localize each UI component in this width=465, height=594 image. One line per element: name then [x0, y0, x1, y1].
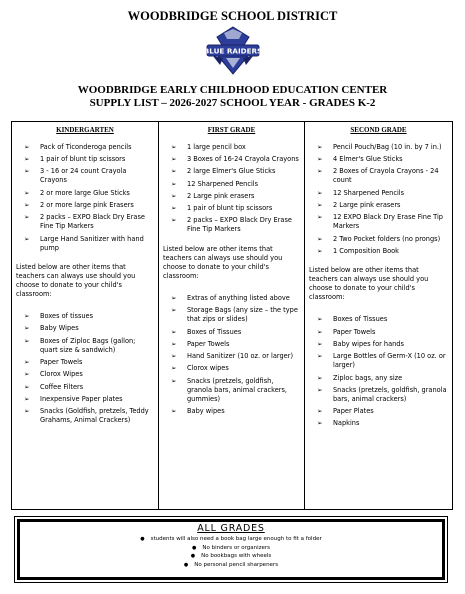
list-item: ➢ Baby wipes	[163, 407, 300, 416]
list-item: ➢ Baby wipes for hands	[309, 340, 448, 349]
list-item: ➢ 2 or more large pink Erasers	[16, 201, 154, 210]
second-grade-donation-list	[309, 315, 448, 428]
list-item: ➢ Boxes of Tissues	[163, 328, 300, 337]
all-grades-box	[14, 516, 448, 583]
all-grades-title: ALL GRADES	[197, 523, 265, 534]
list-item: ➢ 12 EXPO Black Dry Erase Fine Tip Markers	[309, 213, 448, 231]
list-item: ● No bookbags with wheels	[20, 553, 442, 559]
all-grades-list	[20, 536, 442, 568]
donation-note: Listed below are other items that teachers can always use should you choose to donate to your child's classroom:	[16, 262, 136, 298]
first-grade-supply-list	[163, 143, 300, 235]
list-item: ➢ Clorox Wipes	[16, 370, 154, 379]
blue-raiders-logo	[204, 25, 262, 77]
list-item: ➢ 4 Elmer's Glue Sticks	[309, 155, 448, 164]
logo-text: BLUE RAIDERS	[204, 46, 262, 56]
kindergarten-donation-list	[16, 312, 154, 425]
list-item: ➢ Coffee Filters	[16, 383, 154, 392]
list-item: ➢ 1 pair of blunt tip scissors	[16, 155, 154, 164]
first-grade-column	[158, 122, 304, 509]
list-item: ➢ Snacks (Goldfish, pretzels, Teddy Grahams, Animal Crackers)	[16, 407, 154, 425]
list-item: ➢ 2 packs – EXPO Black Dry Erase Fine Tip Markers	[163, 216, 300, 234]
list-item: ➢ 12 Sharpened Pencils	[163, 180, 300, 189]
kindergarten-supply-list	[16, 143, 154, 253]
kindergarten-heading: KINDERGARTEN	[56, 126, 114, 134]
list-item: ➢ 12 Sharpened Pencils	[309, 189, 448, 198]
list-item: ➢ 3 Boxes of 16-24 Crayola Crayons	[163, 155, 300, 164]
grade-columns	[11, 121, 453, 510]
list-item: ➢ 2 Two Pocket folders (no prongs)	[309, 235, 448, 244]
list-item: ● students will also need a book bag large enough to fit a folder	[20, 536, 442, 542]
list-item: ● No personal pencil sharpeners	[20, 562, 442, 568]
second-grade-supply-list	[309, 143, 448, 256]
donation-note: Listed below are other items that teachers can always use should you choose to donate to your child's classroom:	[309, 265, 429, 302]
list-item: ➢ Boxes of Ziploc Bags (gallon; quart size & sandwich)	[16, 337, 154, 355]
list-item: ➢ Pack of Ticonderoga pencils	[16, 143, 154, 152]
list-item: ➢ Inexpensive Paper plates	[16, 395, 154, 404]
list-item: ➢ Paper Towels	[163, 340, 300, 349]
list-item: ➢ Paper Towels	[309, 328, 448, 337]
list-item: ➢ Large Hand Sanitizer with hand pump	[16, 235, 154, 253]
donation-note: Listed below are other items that teachers can always use should you choose to donate to your child's classroom:	[163, 244, 283, 280]
list-item: ➢ Snacks (pretzels, goldfish, granola bars, animal crackers)	[309, 386, 448, 404]
list-item: ➢ Clorox wipes	[163, 364, 300, 373]
list-item: ➢ 2 Boxes of Crayola Crayons - 24 count	[309, 167, 448, 185]
list-item: ➢ 1 large pencil box	[163, 143, 300, 152]
all-grades-inner-border	[17, 519, 445, 580]
list-item: ➢ Extras of anything listed above	[163, 294, 300, 303]
kindergarten-column	[12, 122, 158, 509]
list-item: ➢ Ziploc bags, any size	[309, 374, 448, 383]
list-item: ➢ Snacks (pretzels, goldfish, granola bars, animal crackers, gummies)	[163, 377, 300, 404]
list-item: ➢ 2 large Elmer's Glue Sticks	[163, 167, 300, 176]
district-title: WOODBRIDGE SCHOOL DISTRICT	[127, 9, 338, 23]
list-item: ➢ 2 or more large Glue Sticks	[16, 189, 154, 198]
list-item: ➢ 3 - 16 or 24 count Crayola Crayons	[16, 167, 154, 185]
list-item: ➢ Paper Towels	[16, 358, 154, 367]
list-item: ➢ Large Bottles of Germ-X (10 oz. or larger)	[309, 352, 448, 370]
list-item: ➢ Boxes of Tissues	[309, 315, 448, 324]
list-item: ➢ 1 Composition Book	[309, 247, 448, 256]
list-item: ➢ 2 Large pink erasers	[309, 201, 448, 210]
second-grade-heading: SECOND GRADE	[350, 126, 407, 134]
list-item: ➢ 2 packs – EXPO Black Dry Erase Fine Tip Markers	[16, 213, 154, 231]
supply-list-title: SUPPLY LIST – 2026-2027 SCHOOL YEAR - GRADES K-2	[89, 97, 376, 109]
list-item: ➢ 2 Large pink erasers	[163, 192, 300, 201]
list-item: ● No binders or organizers	[20, 545, 442, 551]
list-item: ➢ Paper Plates	[309, 407, 448, 416]
list-item: ➢ Boxes of tissues	[16, 312, 154, 321]
list-item: ➢ Pencil Pouch/Bag (10 in. by 7 in.)	[309, 143, 448, 152]
list-item: ➢ Hand Sanitizer (10 oz. or larger)	[163, 352, 300, 361]
second-grade-column	[304, 122, 452, 509]
list-item: ➢ Napkins	[309, 419, 448, 428]
first-grade-heading: FIRST GRADE	[207, 126, 256, 134]
list-item: ➢ Storage Bags (any size – the type that zips or slides)	[163, 306, 300, 324]
center-name: WOODBRIDGE EARLY CHILDHOOD EDUCATION CENTER	[77, 84, 388, 96]
first-grade-donation-list	[163, 294, 300, 416]
list-item: ➢ Baby Wipes	[16, 324, 154, 333]
list-item: ➢ 1 pair of blunt tip scissors	[163, 204, 300, 213]
